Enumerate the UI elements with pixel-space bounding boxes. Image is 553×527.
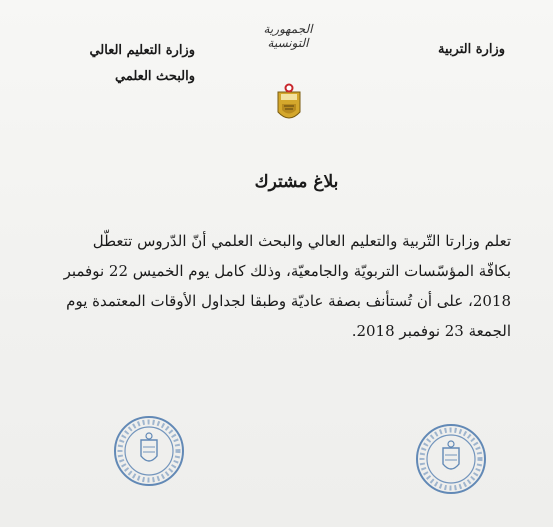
- announcement-body: [63, 226, 511, 346]
- body-line: تعلم وزارتا التّربية والتعليم العالي والبحث العلمي أنّ الدّروس تتعطّل: [92, 232, 511, 250]
- ministry-higher-education-line1: وزارة التعليم العالي: [89, 43, 195, 58]
- body-line: الجمعة 23 نوفمبر 2018.: [351, 322, 511, 340]
- body-line: 2018، على أن تُستأنف بصفة عاديّة وطبقا لجداول الأوقات المعتمدة يوم: [66, 292, 511, 310]
- ministry-education-header: [438, 38, 505, 62]
- body-line: بكافّة المؤسّسات التربويّة والجامعيّة، وذلك كامل يوم الخميس 22 نوفمبر: [63, 262, 511, 280]
- ministry-higher-education-stamp-icon: [112, 414, 186, 488]
- ministry-education-stamp-icon: [414, 422, 488, 496]
- tunisia-coat-of-arms-icon: [272, 82, 306, 126]
- republic-heading: الجمهورية التونسية: [263, 22, 313, 50]
- document-title: بلاغ مشترك: [254, 172, 339, 192]
- ministry-higher-education-header: [89, 38, 195, 90]
- ministry-higher-education-line2: والبحث العلمي: [115, 69, 195, 84]
- ministry-education-label: وزارة التربية: [438, 42, 505, 57]
